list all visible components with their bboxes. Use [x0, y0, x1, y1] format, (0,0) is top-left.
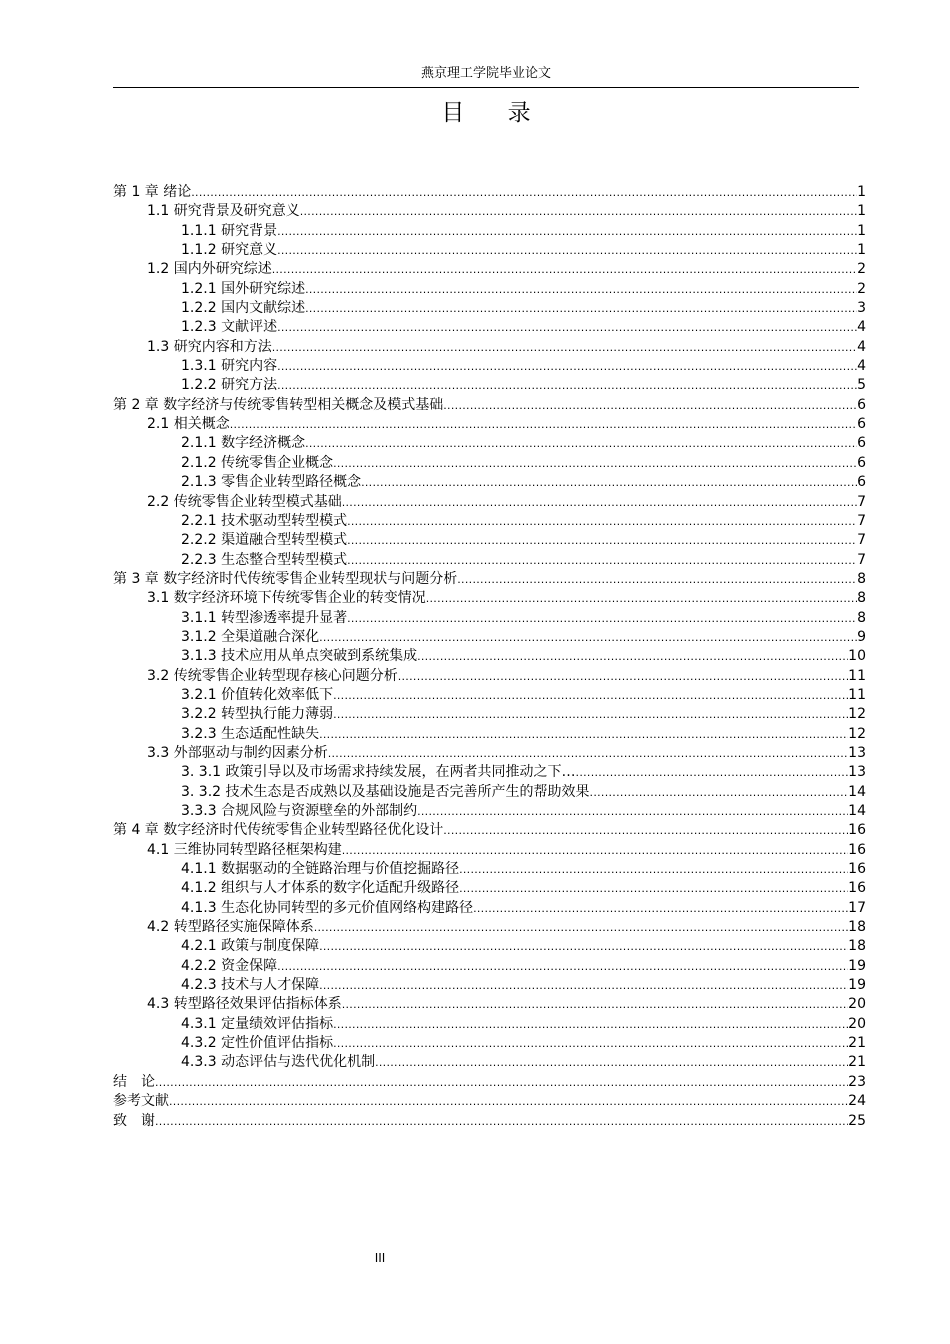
toc-entry-page: 7 — [857, 512, 866, 529]
toc-entry-page: 12 — [848, 725, 866, 742]
toc-entry-label: 4.1.3 生态化协同转型的多元价值网络构建路径 — [181, 899, 474, 916]
toc-entry[interactable] — [113, 976, 866, 995]
toc-entry[interactable] — [113, 493, 866, 512]
toc-entry[interactable] — [113, 1112, 866, 1131]
toc-entry-page: 16 — [848, 861, 866, 878]
toc-entry-label: 4.2.1 政策与制度保障 — [181, 938, 320, 955]
toc-entry[interactable] — [113, 841, 866, 860]
toc-dot-leader — [459, 860, 848, 879]
toc-entry-label: 1.2.2 研究方法 — [181, 377, 278, 394]
toc-dot-leader — [230, 415, 857, 434]
toc-entry[interactable] — [113, 318, 866, 337]
toc-entry-label: 3. 3.1 政策引导以及市场需求持续发展，在两者共同推动之下… — [181, 764, 576, 781]
toc-entry-label: 2.1.2 传统零售企业概念 — [181, 454, 334, 471]
toc-entry-label: 2.1 相关概念 — [147, 416, 230, 433]
toc-dot-leader — [314, 918, 848, 937]
toc-entry-page: 1 — [857, 184, 866, 200]
toc-entry-label: 1.3.1 研究内容 — [181, 358, 278, 375]
toc-dot-leader — [347, 512, 857, 531]
toc-dot-leader — [375, 1053, 848, 1072]
toc-entry[interactable] — [113, 1053, 866, 1072]
toc-dot-leader — [473, 899, 848, 918]
toc-entry[interactable] — [113, 957, 866, 976]
toc-entry[interactable] — [113, 260, 866, 279]
toc-entry[interactable] — [113, 609, 866, 628]
toc-entry[interactable] — [113, 396, 866, 415]
toc-entry-page: 18 — [848, 919, 866, 936]
toc-dot-leader — [333, 454, 857, 473]
toc-dot-leader — [342, 995, 848, 1014]
toc-entry[interactable] — [113, 415, 866, 434]
toc-entry[interactable] — [113, 647, 866, 666]
toc-dot-leader — [277, 376, 857, 395]
toc-dot-leader — [342, 493, 857, 512]
toc-entry-label: 1.1.2 研究意义 — [181, 242, 278, 259]
toc-entry-page: 7 — [857, 532, 866, 549]
toc-entry[interactable] — [113, 551, 866, 570]
toc-entry-page: 16 — [848, 822, 866, 839]
toc-entry-page: 25 — [848, 1112, 866, 1129]
toc-entry-label: 3.1.3 技术应用从单点突破到系统集成 — [181, 648, 418, 665]
toc-entry-label: 4.3 转型路径效果评估指标体系 — [147, 996, 342, 1013]
toc-entry-label: 1.2 国内外研究综述 — [147, 261, 272, 278]
toc-dot-leader — [328, 744, 848, 763]
toc-entry-page: 4 — [857, 319, 866, 336]
toc-entry-page: 10 — [848, 648, 866, 665]
toc-dot-leader — [361, 473, 857, 492]
toc-entry-label: 3.1.1 转型渗透率提升显著 — [181, 609, 348, 626]
toc-entry-label: 2.2.2 渠道融合型转型模式 — [181, 532, 348, 549]
toc-dot-leader — [277, 222, 857, 241]
toc-dot-leader — [333, 1015, 848, 1034]
toc-dot-leader — [459, 879, 848, 898]
toc-entry-page: 14 — [848, 803, 866, 819]
toc-entry-page: 9 — [857, 628, 866, 645]
toc-entry-page: 6 — [857, 474, 866, 491]
toc-dot-leader — [417, 647, 848, 666]
toc-entry-page: 7 — [857, 493, 866, 510]
toc-entry-page: 1 — [857, 242, 866, 259]
toc-dot-leader — [277, 241, 857, 260]
toc-dot-leader — [342, 841, 848, 860]
toc-entry-label: 1.2.2 国内文献综述 — [181, 300, 306, 317]
toc-entry[interactable] — [113, 899, 866, 918]
toc-dot-leader — [191, 183, 857, 202]
toc-entry[interactable] — [113, 357, 866, 376]
toc-entry-label: 第 2 章 数字经济与传统零售转型相关概念及模式基础 — [113, 396, 444, 413]
toc-dot-leader — [319, 937, 848, 956]
toc-entry-page: 8 — [857, 590, 866, 607]
toc-entry-label: 第 3 章 数字经济时代传统零售企业转型现状与问题分析 — [113, 570, 458, 587]
toc-entry-page: 6 — [857, 396, 866, 413]
toc-entry-page: 19 — [848, 957, 866, 974]
toc-dot-leader — [272, 338, 857, 357]
toc-entry-page: 20 — [848, 996, 866, 1013]
toc-entry[interactable] — [113, 1034, 866, 1053]
toc-dot-leader — [417, 802, 848, 821]
toc-entry-page: 4 — [857, 338, 866, 355]
toc-entry[interactable] — [113, 783, 866, 802]
toc-entry[interactable] — [113, 222, 866, 241]
toc-entry[interactable] — [113, 725, 866, 744]
toc-entry[interactable] — [113, 202, 866, 221]
toc-entry[interactable] — [113, 454, 866, 473]
toc-entry-page: 18 — [848, 938, 866, 955]
toc-dot-leader — [169, 1092, 848, 1111]
toc-dot-leader — [319, 628, 857, 647]
toc-entry[interactable] — [113, 802, 866, 821]
toc-dot-leader — [333, 705, 848, 724]
toc-entry-label: 4.1 三维协同转型路径框架构建 — [147, 841, 342, 858]
toc-dot-leader — [398, 667, 848, 686]
toc-entry-page: 2 — [857, 261, 866, 278]
toc-entry-page: 14 — [848, 783, 866, 800]
header-rule — [113, 87, 859, 88]
toc-dot-leader — [305, 299, 857, 318]
toc-entry-label: 3.2.3 生态适配性缺失 — [181, 725, 320, 742]
toc-entry-page: 7 — [857, 551, 866, 568]
toc-dot-leader — [426, 589, 857, 608]
toc-title: 目 录 — [441, 100, 549, 126]
toc-entry-page: 21 — [848, 1035, 866, 1052]
toc-entry[interactable] — [113, 995, 866, 1014]
toc-entry-page: 11 — [848, 686, 866, 703]
toc-entry[interactable] — [113, 241, 866, 260]
toc-entry[interactable] — [113, 570, 866, 589]
toc-entry-page: 4 — [857, 358, 866, 375]
toc-entry-label: 2.2.1 技术驱动型转型模式 — [181, 512, 348, 529]
toc-entry[interactable] — [113, 705, 866, 724]
toc-entry-page: 6 — [857, 416, 866, 433]
toc-entry-page: 24 — [848, 1093, 866, 1110]
toc-entry[interactable] — [113, 589, 866, 608]
toc-entry-label: 3.2.1 价值转化效率低下 — [181, 686, 334, 703]
toc-dot-leader — [443, 821, 848, 840]
toc-entry-label: 第 4 章 数字经济时代传统零售企业转型路径优化设计 — [113, 822, 444, 839]
toc-entry[interactable] — [113, 531, 866, 550]
toc-entry-label: 4.2.2 资金保障 — [181, 957, 278, 974]
toc-dot-leader — [347, 609, 857, 628]
toc-entry[interactable] — [113, 338, 866, 357]
toc-dot-leader — [300, 202, 857, 221]
toc-entry[interactable] — [113, 937, 866, 956]
toc-entry[interactable] — [113, 628, 866, 647]
toc-entry-label: 第 1 章 绪论 — [113, 184, 192, 200]
toc-entry[interactable] — [113, 1092, 866, 1111]
toc-dot-leader — [272, 260, 857, 279]
toc-dot-leader — [277, 318, 857, 337]
toc-dot-leader — [457, 570, 857, 589]
toc-entry[interactable] — [113, 1015, 866, 1034]
toc-dot-leader — [155, 1112, 848, 1131]
toc-entry-page: 6 — [857, 435, 866, 452]
toc-dot-leader — [590, 783, 849, 802]
toc-entry-label: 3. 3.2 技术生态是否成熟以及基础设施是否完善所产生的帮助效果 — [181, 783, 590, 800]
toc-entry-page: 16 — [848, 880, 866, 897]
toc-entry-label: 4.3.2 定性价值评估指标 — [181, 1035, 334, 1052]
toc-entry[interactable] — [113, 763, 866, 782]
toc-entry[interactable] — [113, 280, 866, 299]
toc-entry[interactable] — [113, 879, 866, 898]
toc-entry[interactable] — [113, 860, 866, 879]
toc-dot-leader — [277, 957, 848, 976]
toc-entry-page: 6 — [857, 454, 866, 471]
toc-entry-label: 4.2 转型路径实施保障体系 — [147, 919, 314, 936]
toc-entry-label: 2.1.3 零售企业转型路径概念 — [181, 474, 362, 491]
running-header: 燕京理工学院毕业论文 — [420, 66, 551, 81]
toc-entry-page: 8 — [857, 609, 866, 626]
toc-entry[interactable] — [113, 512, 866, 531]
toc-entry-label: 4.1.2 组织与人才体系的数字化适配升级路径 — [181, 880, 460, 897]
toc-entry-label: 3.1.2 全渠道融合深化 — [181, 628, 320, 645]
toc-entry-page: 5 — [857, 377, 866, 394]
toc-entry-label: 4.2.3 技术与人才保障 — [181, 977, 320, 994]
toc-dot-leader — [443, 396, 857, 415]
toc-entry-label: 1.2.3 文献评述 — [181, 319, 278, 336]
toc-dot-leader — [277, 357, 857, 376]
toc-entry[interactable] — [113, 183, 866, 202]
toc-entry-label: 结 论 — [113, 1073, 155, 1090]
toc-entry-page: 3 — [857, 300, 866, 317]
page-number: III — [374, 1251, 386, 1265]
toc-entry[interactable] — [113, 473, 866, 492]
toc-dot-leader — [333, 686, 848, 705]
toc-entry-page: 19 — [848, 977, 866, 994]
toc-entry-page: 17 — [848, 899, 866, 916]
toc-entry-label: 致 谢 — [113, 1112, 155, 1129]
toc-entry-page: 11 — [848, 667, 866, 684]
toc-entry[interactable] — [113, 686, 866, 705]
toc-dot-leader — [576, 763, 849, 782]
toc-entry-label: 2.2 传统零售企业转型模式基础 — [147, 493, 342, 510]
toc-entry-page: 1 — [857, 222, 866, 239]
toc-entry-label: 4.1.1 数据驱动的全链路治理与价值挖掘路径 — [181, 861, 460, 878]
toc-entry-label: 3.2.2 转型执行能力薄弱 — [181, 706, 334, 723]
toc-dot-leader — [155, 1073, 848, 1092]
toc-entry[interactable] — [113, 434, 866, 453]
toc-entry[interactable] — [113, 1073, 866, 1092]
toc-entry-page: 16 — [848, 841, 866, 858]
toc-entry-label: 3.3 外部驱动与制约因素分析 — [147, 744, 328, 761]
toc-dot-leader — [305, 280, 857, 299]
toc-entry-label: 4.3.3 动态评估与迭代优化机制 — [181, 1054, 376, 1071]
toc-entry-label: 1.3 研究内容和方法 — [147, 338, 272, 355]
table-of-contents — [113, 183, 866, 1131]
toc-entry[interactable] — [113, 821, 866, 840]
toc-entry[interactable] — [113, 376, 866, 395]
toc-dot-leader — [347, 531, 857, 550]
toc-entry-label: 1.1 研究背景及研究意义 — [147, 203, 300, 220]
toc-entry[interactable] — [113, 918, 866, 937]
toc-entry-page: 23 — [848, 1073, 866, 1090]
toc-entry-page: 1 — [857, 203, 866, 220]
toc-dot-leader — [319, 725, 848, 744]
toc-dot-leader — [319, 976, 848, 995]
toc-entry[interactable] — [113, 744, 866, 763]
toc-entry-page: 20 — [848, 1015, 866, 1032]
toc-entry[interactable] — [113, 667, 866, 686]
toc-entry-page: 8 — [857, 570, 866, 587]
toc-entry-label: 1.1.1 研究背景 — [181, 222, 278, 239]
toc-entry-label: 3.2 传统零售企业转型现存核心问题分析 — [147, 667, 398, 684]
toc-entry-page: 13 — [848, 744, 866, 761]
toc-entry-label: 1.2.1 国外研究综述 — [181, 280, 306, 297]
toc-entry-page: 13 — [848, 764, 866, 781]
toc-entry-page: 21 — [848, 1054, 866, 1071]
toc-entry-page: 2 — [857, 280, 866, 297]
toc-entry-label: 3.3.3 合规风险与资源壁垒的外部制约 — [181, 803, 418, 819]
toc-entry-label: 3.1 数字经济环境下传统零售企业的转变情况 — [147, 590, 426, 607]
toc-dot-leader — [305, 434, 857, 453]
toc-entry-label: 2.1.1 数字经济概念 — [181, 435, 306, 452]
toc-entry-label: 4.3.1 定量绩效评估指标 — [181, 1015, 334, 1032]
toc-entry[interactable] — [113, 299, 866, 318]
toc-entry-label: 参考文献 — [113, 1093, 169, 1110]
toc-dot-leader — [347, 551, 857, 570]
toc-entry-label: 2.2.3 生态整合型转型模式 — [181, 551, 348, 568]
toc-dot-leader — [333, 1034, 848, 1053]
toc-entry-page: 12 — [848, 706, 866, 723]
